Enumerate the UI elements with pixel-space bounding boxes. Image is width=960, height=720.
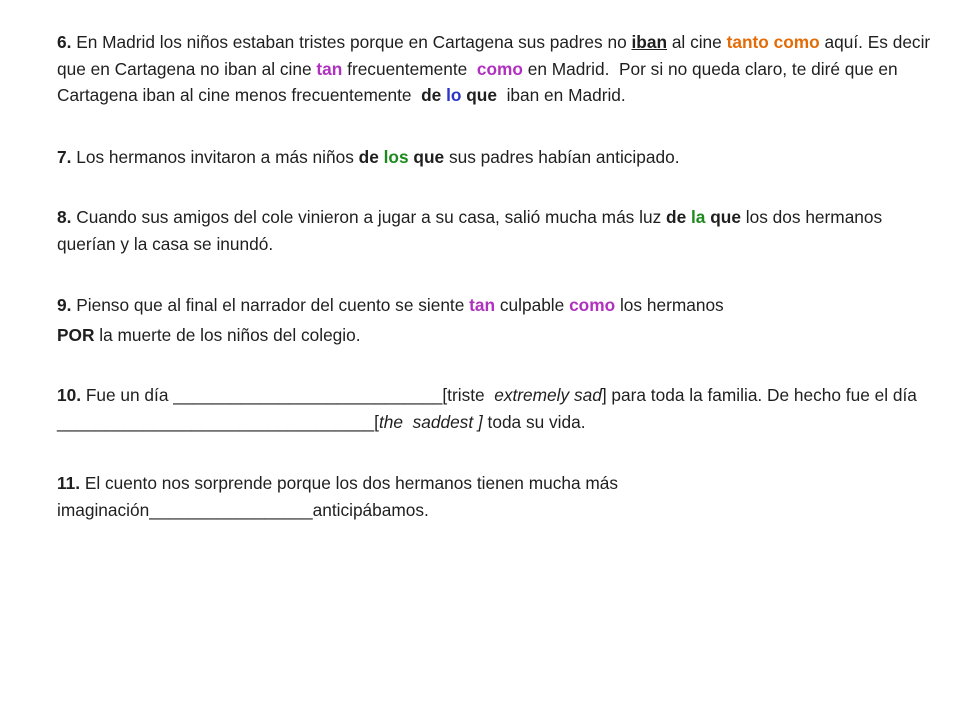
hint-extremely-sad: extremely sad bbox=[494, 385, 602, 405]
text: los hermanos bbox=[615, 295, 724, 315]
text: aquí. Es decir que en Cartagena no iban al cine bbox=[57, 32, 935, 79]
text: ] para toda la familia. De hecho fue el día _________________________________[ bbox=[57, 385, 922, 432]
text: En Madrid los niños estaban tristes porque en Cartagena sus padres no bbox=[71, 32, 632, 52]
exercise-9 bbox=[57, 292, 937, 319]
text: Cuando sus amigos del cole vinieron a jugar a su casa, salió mucha más luz bbox=[71, 207, 667, 227]
hint-the-saddest: the saddest ] bbox=[378, 411, 483, 432]
keyword-tanto-como: tanto como bbox=[726, 32, 820, 52]
number-6: 6. bbox=[57, 32, 72, 52]
exercise-9-continued bbox=[57, 322, 937, 349]
keyword-lo: lo bbox=[446, 85, 462, 105]
keyword-como: como bbox=[569, 295, 616, 315]
number-8: 8. bbox=[57, 207, 72, 227]
text: El cuento nos sorprende porque los dos hermanos tienen mucha más imaginación_________________anticipábamos. bbox=[57, 473, 623, 520]
text: toda su vida. bbox=[482, 411, 586, 432]
text: la muerte de los niños del colegio. bbox=[94, 325, 361, 345]
text: frecuentemente bbox=[342, 58, 477, 79]
number-11: 11. bbox=[57, 473, 81, 493]
text: al cine bbox=[667, 32, 727, 52]
keyword-la: la bbox=[691, 207, 706, 227]
exercise-10 bbox=[57, 382, 937, 435]
keyword-de: de bbox=[358, 147, 379, 167]
keyword-iban: iban bbox=[631, 32, 668, 52]
exercise-7 bbox=[57, 144, 937, 171]
keyword-tan: tan bbox=[469, 295, 496, 315]
number-7: 7. bbox=[57, 147, 72, 167]
number-10: 10. bbox=[57, 385, 82, 405]
keyword-que: que bbox=[710, 207, 741, 227]
exercise-8 bbox=[57, 204, 937, 257]
keyword-de: de bbox=[421, 85, 442, 105]
text: los dos hermanos querían y la casa se inundó. bbox=[57, 207, 887, 254]
text: Pienso que al final el narrador del cuento se siente bbox=[71, 295, 470, 315]
keyword-por: POR bbox=[57, 325, 95, 345]
keyword-tan: tan bbox=[316, 58, 343, 79]
text: iban en Madrid. bbox=[496, 85, 626, 105]
keyword-como: como bbox=[476, 58, 523, 79]
text: Los hermanos invitaron a más niños bbox=[71, 147, 359, 167]
text: en Madrid. Por si no queda claro, te diré que en Cartagena iban al cine menos frecuentemente bbox=[57, 58, 903, 105]
keyword-que: que bbox=[466, 85, 497, 105]
text: Fue un día ____________________________[triste bbox=[81, 385, 495, 405]
keyword-que: que bbox=[413, 147, 445, 167]
keyword-los: los bbox=[383, 147, 409, 167]
keyword-de: de bbox=[666, 207, 687, 227]
exercise-6 bbox=[57, 29, 937, 109]
number-9: 9. bbox=[57, 295, 72, 315]
text: sus padres habían anticipado. bbox=[444, 147, 680, 167]
exercise-11 bbox=[57, 470, 937, 523]
text: culpable bbox=[495, 295, 570, 315]
